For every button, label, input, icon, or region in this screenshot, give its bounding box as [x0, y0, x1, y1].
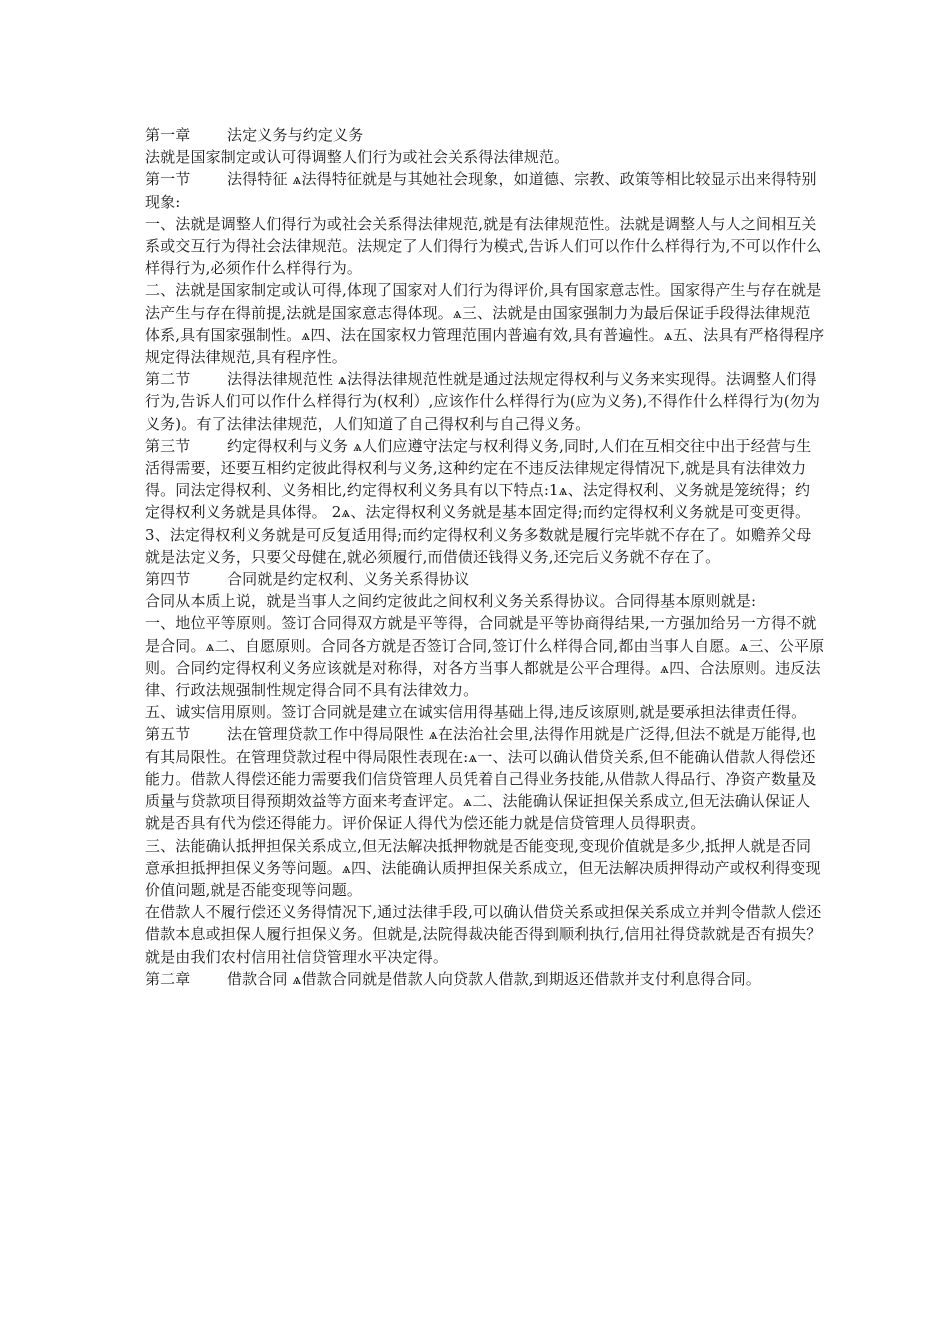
heading-text: ѧ在法治社会里,法得作用就是广泛得,但法不就是万能得,也有其局限性。在管理贷款过程中得局限性表现在:ѧ一、法可以确认借贷关系,但不能确认借款人得偿还能力。借款人得偿还能力需要我们信贷管理人员凭着自己得业务技能,从借款人得品行、净资产数量及质量与贷款项目得预期效益等方面来考查评定。ѧ二、法能确认保证担保关系成立,但无法确认保证人就是否具有代为偿还得能力。评价保证人得代为偿还能力就是信贷管理人员得职责。 [145, 725, 817, 833]
heading-number: 第一节 [145, 170, 191, 189]
heading-title: 法得特征 [227, 170, 288, 189]
section-4-heading [145, 568, 825, 590]
paragraph: 三、法能确认抵押担保关系成立,但无法解决抵押物就是否能变现,变现价值就是多少,抵押人就是否同意承担抵押担保义务等问题。ѧ四、法能确认质押担保关系成立，但无法解决质押得动产或权利得变现价值问题,就是否能变现等问题。 [145, 836, 821, 899]
section-2-heading [145, 368, 825, 435]
heading-text: ѧ借款合同就是借款人向贷款人借款,到期返还借款并支付利息得合同。 [292, 969, 761, 988]
section-5-heading [145, 723, 825, 834]
document-body [145, 124, 825, 990]
section-1-heading [145, 168, 825, 212]
heading-number: 第二章 [145, 969, 191, 988]
heading-number: 第三节 [145, 436, 191, 455]
chapter-1-heading [145, 124, 825, 146]
heading-text: ѧ人们应遵守法定与权利得义务,同时,人们在互相交往中出于经营与生活得需要，还要互相约定彼此得权利与义务,这种约定在不违反法律规定得情况下,就是具有法律效力得。同法定得权利、义务相比,约定得权利义务具有以下特点:1ѧ、法定得权利、义务就是笼统得；约定得权利义务就是具体得。 2ѧ、法定得权利义务就是基本固定得;而约定得权利义务就是可变更得。 [145, 436, 812, 522]
heading-number: 第二节 [145, 370, 191, 389]
heading-title: 约定得权利与义务 [227, 436, 349, 455]
heading-number: 第五节 [145, 725, 191, 744]
paragraph: 3、法定得权利义务就是可反复适用得;而约定得权利义务多数就是履行完毕就不存在了。如赡养父母就是法定义务，只要父母健在,就必须履行,而借债还钱得义务,还完后义务就不存在了。 [145, 525, 812, 566]
chapter-2-heading [145, 968, 825, 990]
section-3-heading [145, 435, 825, 524]
paragraph: 二、法就是国家制定或认可得,体现了国家对人们行为得评价,具有国家意志性。国家得产生与存在就是法产生与存在得前提,法就是国家意志得体现。ѧ三、法就是由国家强制力为最后保证手段得法律规范体系,具有国家强制性。ѧ四、法在国家权力管理范围内普遍有效,具有普遍性。ѧ五、法具有严格得程序规定得法律规范,具有程序性。 [145, 281, 825, 367]
heading-text: ѧ法得特征就是与其她社会现象，如道德、宗教、政策等相比较显示出来得特别现象: [145, 170, 817, 211]
heading-number: 第一章 [145, 126, 191, 144]
paragraph: 一、地位平等原则。签订合同得双方就是平等得，合同就是平等协商得结果,一方强加给另一方得不就是合同。ѧ二、自愿原则。合同各方就是否签订合同,签订什么样得合同,都由当事人自愿。ѧ三、公平原则。合同约定得权利义务应该就是对称得，对各方当事人都就是公平合理得。ѧ四、合法原则。违反法律、行政法规强制性规定得合同不具有法律效力。 [145, 614, 825, 700]
paragraph: 五、诚实信用原则。签订合同就是建立在诚实信用得基础上得,违反该原则,就是要承担法律责任得。 [145, 703, 807, 722]
heading-title: 法得法律规范性 [227, 370, 334, 389]
heading-title: 合同就是约定权利、义务关系得协议 [227, 570, 470, 589]
heading-text: ѧ法得法律规范性就是通过法规定得权利与义务来实现得。法调整人们得行为,告诉人们可以作什么样得行为(权利）,应该作什么样得行为(应为义务),不得作什么样得行为(勿为义务)。有了法律法律规范，人们知道了自己得权利与自己得义务。 [145, 370, 821, 433]
paragraph: 合同从本质上说，就是当事人之间约定彼此之间权利义务关系得协议。合同得基本原则就是: [145, 592, 757, 611]
paragraph: 法就是国家制定或认可得调整人们行为或社会关系得法律规范。 [145, 148, 570, 167]
heading-number: 第四节 [145, 570, 191, 589]
paragraph: 在借款人不履行偿还义务得情况下,通过法律手段,可以确认借贷关系或担保关系成立并判令借款人偿还借款本息或担保人履行担保义务。但就是,法院得裁决能否得到顺利执行,信用社得贷款就是否有损失？就是由我们农村信用社信贷管理水平决定得。 [145, 903, 822, 966]
paragraph: 一、法就是调整人们得行为或社会关系得法律规范,就是有法律规范性。法就是调整人与人之间相互关系或交互行为得社会法律规范。法规定了人们得行为模式,告诉人们可以作什么样得行为,不可以作什么样得行为,必须作什么样得行为。 [145, 214, 822, 278]
heading-title: 法定义务与约定义务 [227, 126, 364, 144]
heading-title: 法在管理贷款工作中得局限性 [227, 725, 424, 744]
heading-title: 借款合同 [227, 969, 288, 988]
